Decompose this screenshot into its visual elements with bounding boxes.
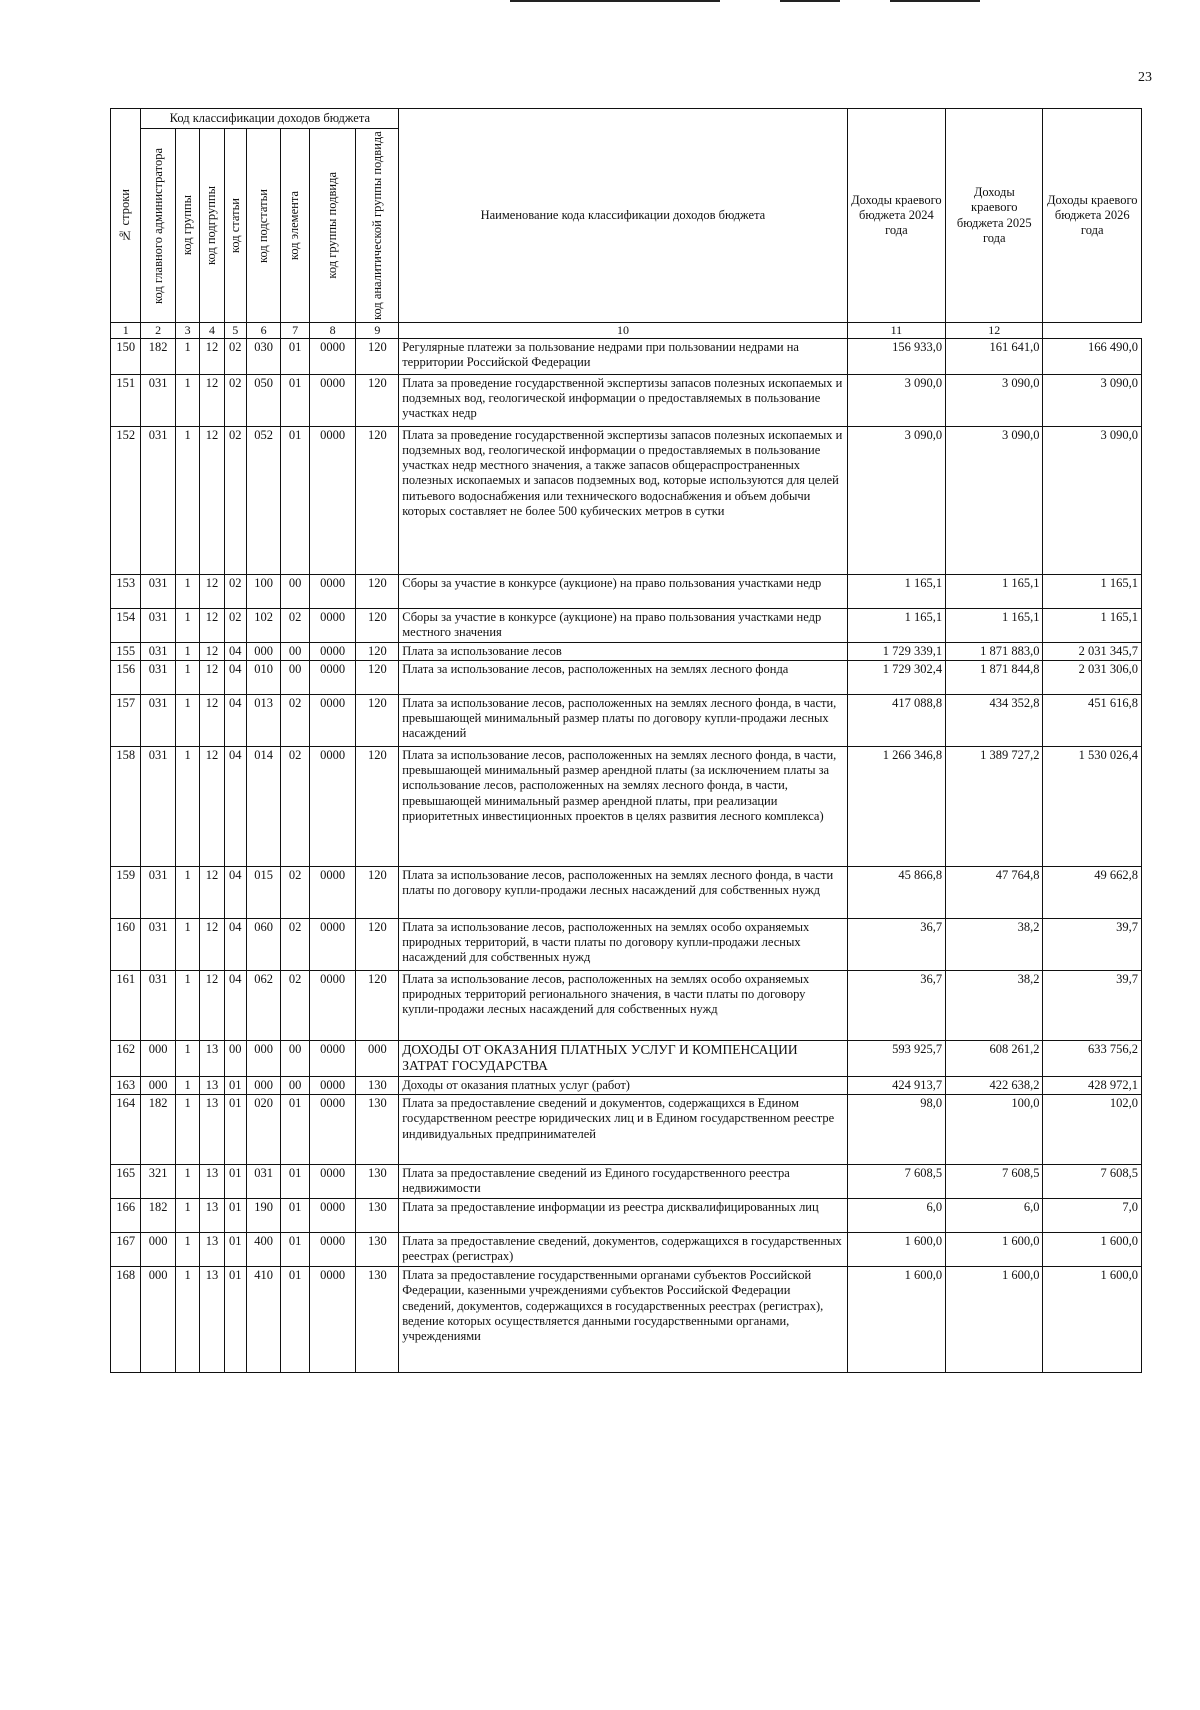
element-code: 01 bbox=[281, 1199, 309, 1233]
subtype-group-code: 0000 bbox=[309, 1076, 356, 1094]
subgroup-code: 12 bbox=[200, 642, 224, 660]
value-2024: 1 165,1 bbox=[847, 574, 945, 608]
subgroup-code: 12 bbox=[200, 374, 224, 426]
subarticle-code: 000 bbox=[246, 642, 280, 660]
value-2026: 2 031 306,0 bbox=[1043, 660, 1142, 694]
analytic-code: 120 bbox=[356, 970, 399, 1040]
article-code: 02 bbox=[224, 338, 246, 374]
article-code: 04 bbox=[224, 970, 246, 1040]
table-row bbox=[111, 374, 1142, 426]
subtype-group-code: 0000 bbox=[309, 1040, 356, 1076]
header-subarticle: код подстатьи bbox=[246, 129, 280, 323]
value-2026: 2 031 345,7 bbox=[1043, 642, 1142, 660]
subgroup-code: 13 bbox=[200, 1165, 224, 1199]
table-row bbox=[111, 574, 1142, 608]
group-code: 1 bbox=[175, 1233, 199, 1267]
subtype-group-code: 0000 bbox=[309, 1165, 356, 1199]
value-2025: 7 608,5 bbox=[946, 1165, 1043, 1199]
column-numbers-row: 1 2 3 4 5 6 7 8 9 10 11 12 bbox=[111, 323, 1142, 339]
value-2026: 7 608,5 bbox=[1043, 1165, 1142, 1199]
admin-code: 182 bbox=[141, 1095, 175, 1165]
group-code: 1 bbox=[175, 1095, 199, 1165]
row-number: 168 bbox=[111, 1267, 141, 1373]
element-code: 00 bbox=[281, 574, 309, 608]
table-row bbox=[111, 338, 1142, 374]
admin-code: 000 bbox=[141, 1267, 175, 1373]
value-2026: 3 090,0 bbox=[1043, 426, 1142, 574]
subgroup-code: 13 bbox=[200, 1199, 224, 1233]
article-code: 02 bbox=[224, 426, 246, 574]
subtype-group-code: 0000 bbox=[309, 1199, 356, 1233]
value-2026: 1 600,0 bbox=[1043, 1267, 1142, 1373]
subarticle-code: 062 bbox=[246, 970, 280, 1040]
article-code: 01 bbox=[224, 1165, 246, 1199]
subtype-group-code: 0000 bbox=[309, 918, 356, 970]
group-code: 1 bbox=[175, 338, 199, 374]
value-2025: 1 165,1 bbox=[946, 574, 1043, 608]
element-code: 01 bbox=[281, 374, 309, 426]
value-2026: 102,0 bbox=[1043, 1095, 1142, 1165]
value-2026: 1 165,1 bbox=[1043, 608, 1142, 642]
value-2025: 608 261,2 bbox=[946, 1040, 1043, 1076]
top-scan-line bbox=[780, 0, 840, 2]
table-row bbox=[111, 660, 1142, 694]
analytic-code: 120 bbox=[356, 866, 399, 918]
analytic-code: 000 bbox=[356, 1040, 399, 1076]
budget-revenue-table bbox=[110, 108, 1142, 1373]
value-2026: 1 165,1 bbox=[1043, 574, 1142, 608]
article-code: 04 bbox=[224, 660, 246, 694]
value-2025: 1 600,0 bbox=[946, 1267, 1043, 1373]
admin-code: 182 bbox=[141, 338, 175, 374]
value-2026: 1 600,0 bbox=[1043, 1233, 1142, 1267]
article-code: 01 bbox=[224, 1233, 246, 1267]
value-2025: 161 641,0 bbox=[946, 338, 1043, 374]
subgroup-code: 13 bbox=[200, 1095, 224, 1165]
subgroup-code: 12 bbox=[200, 608, 224, 642]
value-2024: 3 090,0 bbox=[847, 426, 945, 574]
subarticle-code: 014 bbox=[246, 746, 280, 866]
admin-code: 031 bbox=[141, 608, 175, 642]
article-code: 01 bbox=[224, 1199, 246, 1233]
row-number: 154 bbox=[111, 608, 141, 642]
subarticle-code: 010 bbox=[246, 660, 280, 694]
subgroup-code: 12 bbox=[200, 746, 224, 866]
article-code: 04 bbox=[224, 918, 246, 970]
analytic-code: 130 bbox=[356, 1199, 399, 1233]
group-code: 1 bbox=[175, 1267, 199, 1373]
subarticle-code: 052 bbox=[246, 426, 280, 574]
article-code: 00 bbox=[224, 1040, 246, 1076]
header-2026: Доходы краевого бюджета 2026 года bbox=[1043, 109, 1142, 323]
header-subtype-group: код группы подвида bbox=[309, 129, 356, 323]
analytic-code: 120 bbox=[356, 608, 399, 642]
table-row bbox=[111, 970, 1142, 1040]
value-2026: 39,7 bbox=[1043, 970, 1142, 1040]
value-2024: 6,0 bbox=[847, 1199, 945, 1233]
value-2024: 1 165,1 bbox=[847, 608, 945, 642]
analytic-code: 120 bbox=[356, 338, 399, 374]
article-code: 01 bbox=[224, 1267, 246, 1373]
subarticle-code: 400 bbox=[246, 1233, 280, 1267]
subarticle-code: 410 bbox=[246, 1267, 280, 1373]
revenue-name: Плата за предоставление сведений и документов, содержащихся в Едином государственном реестре юридических лиц и в Едином государственном реестре индивидуальных предпринимателей bbox=[399, 1095, 847, 1165]
group-code: 1 bbox=[175, 1165, 199, 1199]
analytic-code: 130 bbox=[356, 1076, 399, 1094]
header-element: код элемента bbox=[281, 129, 309, 323]
subtype-group-code: 0000 bbox=[309, 1095, 356, 1165]
row-number: 158 bbox=[111, 746, 141, 866]
value-2024: 424 913,7 bbox=[847, 1076, 945, 1094]
subgroup-code: 12 bbox=[200, 694, 224, 746]
revenue-name: Плата за использование лесов, расположенных на землях особо охраняемых природных территорий, в части платы по договору купли-продажи лесных насаждений для собственных нужд bbox=[399, 918, 847, 970]
page-number: 23 bbox=[1138, 70, 1152, 85]
subarticle-code: 030 bbox=[246, 338, 280, 374]
table-row bbox=[111, 746, 1142, 866]
value-2025: 1 871 883,0 bbox=[946, 642, 1043, 660]
revenue-name: Плата за использование лесов, расположенных на землях лесного фонда, в части, превышающей минимальный размер платы по договору купли-продажи лесных насаждений bbox=[399, 694, 847, 746]
value-2024: 156 933,0 bbox=[847, 338, 945, 374]
subarticle-code: 000 bbox=[246, 1076, 280, 1094]
analytic-code: 130 bbox=[356, 1267, 399, 1373]
analytic-code: 120 bbox=[356, 746, 399, 866]
subarticle-code: 020 bbox=[246, 1095, 280, 1165]
value-2025: 422 638,2 bbox=[946, 1076, 1043, 1094]
subtype-group-code: 0000 bbox=[309, 970, 356, 1040]
value-2024: 1 729 302,4 bbox=[847, 660, 945, 694]
admin-code: 031 bbox=[141, 746, 175, 866]
subarticle-code: 031 bbox=[246, 1165, 280, 1199]
revenue-name: Плата за использование лесов bbox=[399, 642, 847, 660]
value-2024: 1 600,0 bbox=[847, 1267, 945, 1373]
table-row bbox=[111, 694, 1142, 746]
subgroup-code: 13 bbox=[200, 1233, 224, 1267]
value-2024: 45 866,8 bbox=[847, 866, 945, 918]
value-2025: 1 389 727,2 bbox=[946, 746, 1043, 866]
table-row bbox=[111, 608, 1142, 642]
subarticle-code: 000 bbox=[246, 1040, 280, 1076]
value-2026: 7,0 bbox=[1043, 1199, 1142, 1233]
value-2024: 98,0 bbox=[847, 1095, 945, 1165]
group-code: 1 bbox=[175, 1199, 199, 1233]
header-article: код статьи bbox=[224, 129, 246, 323]
header-classification-group: Код классификации доходов бюджета bbox=[141, 109, 399, 129]
element-code: 01 bbox=[281, 338, 309, 374]
subgroup-code: 12 bbox=[200, 338, 224, 374]
admin-code: 031 bbox=[141, 660, 175, 694]
header-admin: код главного администратора bbox=[141, 129, 175, 323]
value-2024: 36,7 bbox=[847, 918, 945, 970]
row-number: 167 bbox=[111, 1233, 141, 1267]
subtype-group-code: 0000 bbox=[309, 866, 356, 918]
top-scan-line bbox=[890, 0, 980, 2]
header-row-no: № строки bbox=[111, 109, 141, 323]
value-2024: 593 925,7 bbox=[847, 1040, 945, 1076]
admin-code: 031 bbox=[141, 374, 175, 426]
subgroup-code: 12 bbox=[200, 660, 224, 694]
table-row bbox=[111, 918, 1142, 970]
subgroup-code: 12 bbox=[200, 574, 224, 608]
row-number: 153 bbox=[111, 574, 141, 608]
article-code: 01 bbox=[224, 1076, 246, 1094]
admin-code: 182 bbox=[141, 1199, 175, 1233]
revenue-name: Плата за предоставление сведений, документов, содержащихся в государственных реестрах (регистрах) bbox=[399, 1233, 847, 1267]
value-2024: 1 729 339,1 bbox=[847, 642, 945, 660]
revenue-name: Плата за проведение государственной экспертизы запасов полезных ископаемых и подземных вод, геологической информации о предоставляемых в пользование участках недр местного значения, а также запасов общераспространенных полезных ископаемых и запасов подземных вод, которые используются для целей питьевого водоснабжения или технического водоснабжения и объем добычи которых составляет не более 500 кубических метров в сутки bbox=[399, 426, 847, 574]
article-code: 02 bbox=[224, 608, 246, 642]
value-2024: 7 608,5 bbox=[847, 1165, 945, 1199]
row-number: 164 bbox=[111, 1095, 141, 1165]
group-code: 1 bbox=[175, 746, 199, 866]
value-2024: 417 088,8 bbox=[847, 694, 945, 746]
group-code: 1 bbox=[175, 608, 199, 642]
row-number: 161 bbox=[111, 970, 141, 1040]
element-code: 01 bbox=[281, 426, 309, 574]
subtype-group-code: 0000 bbox=[309, 660, 356, 694]
subtype-group-code: 0000 bbox=[309, 574, 356, 608]
analytic-code: 130 bbox=[356, 1233, 399, 1267]
row-number: 152 bbox=[111, 426, 141, 574]
analytic-code: 130 bbox=[356, 1095, 399, 1165]
admin-code: 000 bbox=[141, 1040, 175, 1076]
row-number: 151 bbox=[111, 374, 141, 426]
row-number: 150 bbox=[111, 338, 141, 374]
subgroup-code: 13 bbox=[200, 1076, 224, 1094]
revenue-name: Сборы за участие в конкурсе (аукционе) на право пользования участками недр bbox=[399, 574, 847, 608]
revenue-name: Плата за использование лесов, расположенных на землях особо охраняемых природных территорий регионального значения, в части платы по договору купли-продажи лесных насаждений для собственных нужд bbox=[399, 970, 847, 1040]
group-code: 1 bbox=[175, 918, 199, 970]
analytic-code: 120 bbox=[356, 374, 399, 426]
revenue-name: Плата за использование лесов, расположенных на землях лесного фонда, в части платы по договору купли-продажи лесных насаждений для собственных нужд bbox=[399, 866, 847, 918]
analytic-code: 120 bbox=[356, 918, 399, 970]
admin-code: 321 bbox=[141, 1165, 175, 1199]
value-2024: 1 600,0 bbox=[847, 1233, 945, 1267]
value-2026: 1 530 026,4 bbox=[1043, 746, 1142, 866]
analytic-code: 120 bbox=[356, 642, 399, 660]
element-code: 01 bbox=[281, 1267, 309, 1373]
element-code: 02 bbox=[281, 970, 309, 1040]
value-2025: 1 871 844,8 bbox=[946, 660, 1043, 694]
admin-code: 031 bbox=[141, 866, 175, 918]
header-2025: Доходы краевого бюджета 2025 года bbox=[946, 109, 1043, 323]
value-2026: 633 756,2 bbox=[1043, 1040, 1142, 1076]
value-2025: 1 600,0 bbox=[946, 1233, 1043, 1267]
element-code: 02 bbox=[281, 918, 309, 970]
value-2024: 1 266 346,8 bbox=[847, 746, 945, 866]
element-code: 00 bbox=[281, 1076, 309, 1094]
value-2025: 6,0 bbox=[946, 1199, 1043, 1233]
analytic-code: 120 bbox=[356, 660, 399, 694]
subarticle-code: 013 bbox=[246, 694, 280, 746]
group-code: 1 bbox=[175, 1076, 199, 1094]
table-row bbox=[111, 1040, 1142, 1076]
admin-code: 031 bbox=[141, 970, 175, 1040]
value-2024: 36,7 bbox=[847, 970, 945, 1040]
value-2024: 3 090,0 bbox=[847, 374, 945, 426]
element-code: 00 bbox=[281, 1040, 309, 1076]
element-code: 01 bbox=[281, 1095, 309, 1165]
article-code: 01 bbox=[224, 1095, 246, 1165]
value-2025: 38,2 bbox=[946, 918, 1043, 970]
value-2025: 3 090,0 bbox=[946, 426, 1043, 574]
row-number: 163 bbox=[111, 1076, 141, 1094]
subtype-group-code: 0000 bbox=[309, 608, 356, 642]
header-2024: Доходы краевого бюджета 2024 года bbox=[847, 109, 945, 323]
element-code: 01 bbox=[281, 1233, 309, 1267]
row-number: 156 bbox=[111, 660, 141, 694]
group-code: 1 bbox=[175, 970, 199, 1040]
row-number: 162 bbox=[111, 1040, 141, 1076]
group-code: 1 bbox=[175, 866, 199, 918]
revenue-name: Плата за использование лесов, расположенных на землях лесного фонда bbox=[399, 660, 847, 694]
admin-code: 031 bbox=[141, 426, 175, 574]
subarticle-code: 015 bbox=[246, 866, 280, 918]
value-2025: 47 764,8 bbox=[946, 866, 1043, 918]
subarticle-code: 050 bbox=[246, 374, 280, 426]
table-row bbox=[111, 426, 1142, 574]
subgroup-code: 13 bbox=[200, 1040, 224, 1076]
header-name: Наименование кода классификации доходов бюджета bbox=[399, 109, 847, 323]
subtype-group-code: 0000 bbox=[309, 642, 356, 660]
element-code: 02 bbox=[281, 866, 309, 918]
value-2025: 38,2 bbox=[946, 970, 1043, 1040]
group-code: 1 bbox=[175, 660, 199, 694]
table-row bbox=[111, 1165, 1142, 1199]
subgroup-code: 12 bbox=[200, 426, 224, 574]
element-code: 00 bbox=[281, 642, 309, 660]
row-number: 157 bbox=[111, 694, 141, 746]
article-code: 04 bbox=[224, 642, 246, 660]
subgroup-code: 12 bbox=[200, 970, 224, 1040]
analytic-code: 120 bbox=[356, 694, 399, 746]
header-group: код группы bbox=[175, 129, 199, 323]
subarticle-code: 190 bbox=[246, 1199, 280, 1233]
admin-code: 031 bbox=[141, 642, 175, 660]
subarticle-code: 100 bbox=[246, 574, 280, 608]
value-2026: 428 972,1 bbox=[1043, 1076, 1142, 1094]
table-row bbox=[111, 866, 1142, 918]
subtype-group-code: 0000 bbox=[309, 426, 356, 574]
article-code: 04 bbox=[224, 746, 246, 866]
value-2025: 434 352,8 bbox=[946, 694, 1043, 746]
revenue-name: Плата за предоставление информации из реестра дисквалифицированных лиц bbox=[399, 1199, 847, 1233]
value-2026: 3 090,0 bbox=[1043, 374, 1142, 426]
table-row bbox=[111, 1076, 1142, 1094]
element-code: 00 bbox=[281, 660, 309, 694]
element-code: 02 bbox=[281, 694, 309, 746]
admin-code: 000 bbox=[141, 1233, 175, 1267]
analytic-code: 130 bbox=[356, 1165, 399, 1199]
subtype-group-code: 0000 bbox=[309, 1267, 356, 1373]
element-code: 02 bbox=[281, 746, 309, 866]
subtype-group-code: 0000 bbox=[309, 338, 356, 374]
article-code: 02 bbox=[224, 574, 246, 608]
revenue-name: Регулярные платежи за пользование недрами при пользовании недрами на территории Российской Федерации bbox=[399, 338, 847, 374]
revenue-name: Плата за предоставление сведений из Единого государственного реестра недвижимости bbox=[399, 1165, 847, 1199]
value-2026: 166 490,0 bbox=[1043, 338, 1142, 374]
value-2025: 3 090,0 bbox=[946, 374, 1043, 426]
header-analytic-group: код аналитической группы подвида bbox=[356, 129, 399, 323]
value-2025: 100,0 bbox=[946, 1095, 1043, 1165]
revenue-name: Сборы за участие в конкурсе (аукционе) на право пользования участками недр местного значения bbox=[399, 608, 847, 642]
revenue-name: Плата за проведение государственной экспертизы запасов полезных ископаемых и подземных вод, геологической информации о предоставляемых в пользование участках недр bbox=[399, 374, 847, 426]
header-subgroup: код подгруппы bbox=[200, 129, 224, 323]
admin-code: 031 bbox=[141, 918, 175, 970]
analytic-code: 120 bbox=[356, 426, 399, 574]
article-code: 02 bbox=[224, 374, 246, 426]
analytic-code: 120 bbox=[356, 574, 399, 608]
revenue-name: ДОХОДЫ ОТ ОКАЗАНИЯ ПЛАТНЫХ УСЛУГ И КОМПЕНСАЦИИ ЗАТРАТ ГОСУДАРСТВА bbox=[399, 1040, 847, 1076]
table-row bbox=[111, 1199, 1142, 1233]
table-row bbox=[111, 1267, 1142, 1373]
table-row bbox=[111, 1095, 1142, 1165]
revenue-name: Плата за использование лесов, расположенных на землях лесного фонда, в части, превышающей минимальный размер арендной платы (за исключением платы за использование лесов, расположенных на землях лесного фонда, в части, превышающей минимальный размер арендной платы, при реализации приоритетных инвестиционных проектов в целях развития лесного комплекса) bbox=[399, 746, 847, 866]
group-code: 1 bbox=[175, 694, 199, 746]
group-code: 1 bbox=[175, 374, 199, 426]
subtype-group-code: 0000 bbox=[309, 694, 356, 746]
row-number: 155 bbox=[111, 642, 141, 660]
group-code: 1 bbox=[175, 642, 199, 660]
value-2025: 1 165,1 bbox=[946, 608, 1043, 642]
row-number: 165 bbox=[111, 1165, 141, 1199]
value-2026: 451 616,8 bbox=[1043, 694, 1142, 746]
row-number: 159 bbox=[111, 866, 141, 918]
table-row bbox=[111, 642, 1142, 660]
group-code: 1 bbox=[175, 1040, 199, 1076]
admin-code: 031 bbox=[141, 694, 175, 746]
subarticle-code: 060 bbox=[246, 918, 280, 970]
subtype-group-code: 0000 bbox=[309, 1233, 356, 1267]
value-2026: 49 662,8 bbox=[1043, 866, 1142, 918]
element-code: 02 bbox=[281, 608, 309, 642]
revenue-name: Плата за предоставление государственными органами субъектов Российской Федерации, казенными учреждениями субъектов Российской Федерации сведений, документов, содержащихся в государственных реестрах (регистрах), ведение которых осуществляется данными государственными органами, учреждениями bbox=[399, 1267, 847, 1373]
revenue-name: Доходы от оказания платных услуг (работ) bbox=[399, 1076, 847, 1094]
article-code: 04 bbox=[224, 694, 246, 746]
admin-code: 000 bbox=[141, 1076, 175, 1094]
row-number: 166 bbox=[111, 1199, 141, 1233]
subgroup-code: 12 bbox=[200, 866, 224, 918]
subtype-group-code: 0000 bbox=[309, 746, 356, 866]
subtype-group-code: 0000 bbox=[309, 374, 356, 426]
row-number: 160 bbox=[111, 918, 141, 970]
element-code: 01 bbox=[281, 1165, 309, 1199]
group-code: 1 bbox=[175, 574, 199, 608]
group-code: 1 bbox=[175, 426, 199, 574]
admin-code: 031 bbox=[141, 574, 175, 608]
subgroup-code: 13 bbox=[200, 1267, 224, 1373]
value-2026: 39,7 bbox=[1043, 918, 1142, 970]
subarticle-code: 102 bbox=[246, 608, 280, 642]
table-row bbox=[111, 1233, 1142, 1267]
article-code: 04 bbox=[224, 866, 246, 918]
subgroup-code: 12 bbox=[200, 918, 224, 970]
top-scan-line bbox=[510, 0, 720, 2]
